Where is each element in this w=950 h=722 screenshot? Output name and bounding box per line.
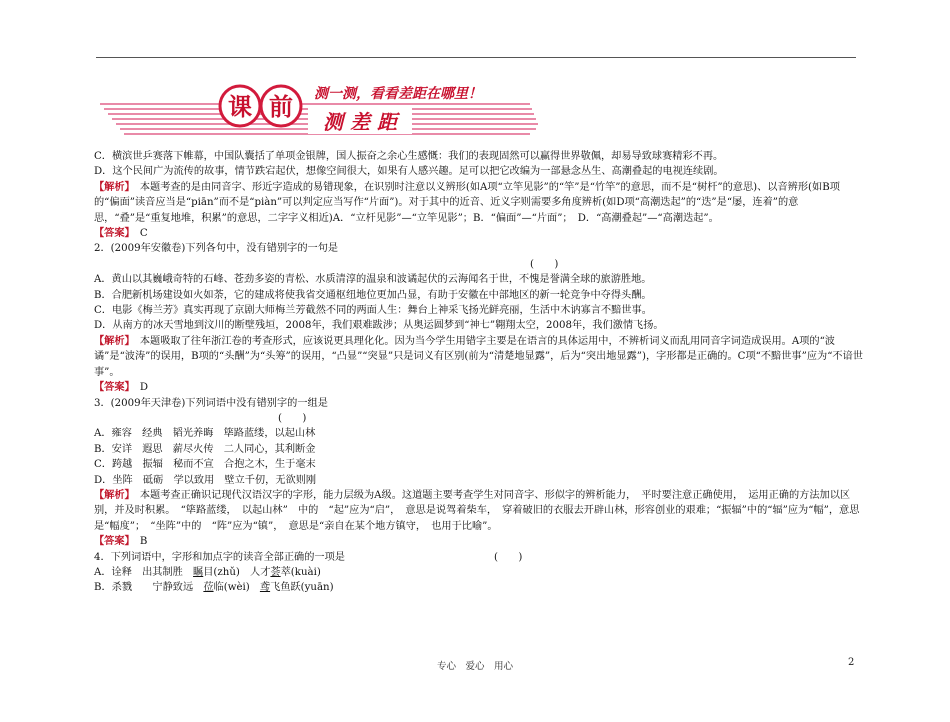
question-4-text: 4．下列词语中，字形和加点字的读音全部正确的一项是 (94, 551, 345, 563)
page-footer: 专心 爱心 用心 (436, 661, 513, 672)
answer-value: C (139, 228, 148, 240)
q2-option-c: C．电影《梅兰芳》真实再现了京剧大师梅兰芳截然不同的两面人生：舞台上神采飞扬光鲜亮丽，生活中木讷寡言不黯世事。 (94, 305, 652, 317)
banner-char-1: 课 (228, 93, 252, 121)
q4b-text-mid: 临(wèi) (213, 582, 260, 594)
analysis-2 (94, 334, 864, 380)
q4a-text-post: 萃(kuài) (280, 566, 321, 578)
answer-2 (94, 380, 864, 395)
question-3: 3．(2009年天津卷)下列词语中没有错别字的一组是 (94, 397, 328, 409)
page-number: 2 (848, 657, 855, 668)
option-d-line: D．这个民间广为流传的故事，情节跌宕起伏，想像空间很大，如果有人感兴趣。足可以把它改编为一部悬念丛生、高潮叠起的电视连续剧。 (94, 166, 724, 178)
q4b-text-post: 飞鱼跃(yuān) (270, 582, 334, 594)
banner-char-2: 前 (269, 93, 293, 121)
q3-option-c: C．跨越 振辐 秘而不宣 合抱之木，生于毫末 (94, 459, 316, 471)
option-c-line: C．横滨世乒赛落下帷幕，中国队囊括了单项金银牌，国人振奋之余心生感慨：我们的表现固然可以赢得世界敬佩，却易导致球赛精彩不再。 (94, 151, 724, 162)
banner-title: 测 差 距 (323, 110, 397, 134)
question-4 (94, 550, 864, 565)
answer-1 (94, 226, 864, 241)
q4a-dotted-char-1: 瞩 (193, 566, 204, 578)
analysis-text: 本题考查正确识记现代汉语汉字的字形，能力层级为A级。这道题主要考查学生对同音字、形似字的辨析能力， 平时要注意正确使用， 运用正确的方法加以区别，并及时积累。 “筚路蓝缕， 以起山林” 中的 “起”应为“启”， 意思是说驾着柴车， 穿着破旧的衣服去开辟山林，形容创业的艰难；“振辐”中的“辐”应为“幅”，意思是“幅度”； “坐阵”中的 “阵”应为“镇”， 意思是“亲自在某个地方镇守， 也用于比喻”。 (94, 489, 860, 532)
q2-option-d: D．从南方的冰天雪地到汶川的断壁残垣，2008年，我们艰难跋涉；从奥运圆梦到“神七”翱翔太空，2008年，我们激情飞扬。 (94, 320, 664, 332)
answer-tag: 【答案】 (94, 381, 130, 394)
header-rule (96, 57, 856, 58)
analysis-3 (94, 488, 864, 534)
banner-slogan: 测一测，看看差距在哪里！ (314, 86, 482, 102)
answer-value: B (139, 536, 148, 548)
question-4-paren: ( ) (494, 551, 523, 563)
q4b-dotted-char-1: 莅 (203, 582, 214, 594)
analysis-text: 本题考查的是由同音字、形近字造成的易错现象，在识别时注意以义辨形(如A项“立竿见影”的“竿”是“竹竿”的意思，而不是“树杆”的意思)、以音辨形(如B项的“偏面”读音应当是“piān”而不是“piàn”可以判定应当写作“片面”)。对于其中的近音、近义字则需要多角度辨析(如D项“高潮迭起”的“迭”是“屡，连着”的意思，“叠”是“重复地堆，积累”的意思，二字字义相近)A．“立杆见影”—“立竿见影”；B．“偏面”—“片面”； D．“高潮叠起”—“高潮迭起”。 (94, 181, 840, 224)
analysis-tag: 【解析】 (94, 334, 130, 347)
answer-3 (94, 534, 864, 549)
q4-option-a (94, 565, 864, 580)
answer-tag: 【答案】 (94, 227, 130, 240)
q3-option-b: B．安详 遐思 薪尽火传 二人同心，其利断金 (94, 443, 316, 455)
q2-option-a: A．黄山以其巍峨奇特的石峰、苍劲多姿的青松、水质清淳的温泉和波谲起伏的云海闻名于世，不愧是誉满全球的旅游胜地。 (94, 274, 652, 286)
question-3-paren: ( ) (278, 412, 307, 424)
q4a-text-mid: 目(zhǔ) 人才 (203, 566, 271, 578)
question-2-paren: ( ) (530, 258, 559, 270)
answer-tag: 【答案】 (94, 535, 130, 548)
q4b-text: B．杀戮 宁静致远 (94, 582, 204, 594)
answer-value: D (139, 382, 149, 394)
section-banner (100, 78, 540, 142)
q4a-dotted-char-2: 荟 (270, 566, 281, 578)
q4a-text: A．诠释 出其制胜 (94, 566, 194, 578)
q3-option-d: D．坐阵 砥砺 学以致用 壁立千仞，无欲则刚 (94, 474, 317, 486)
question-2: 2．(2009年安徽卷)下列各句中，没有错别字的一句是 (94, 243, 339, 255)
analysis-text: 本题吸取了往年浙江卷的考查形式，应该说更具理化化。因为当今学生用错字主要是在语言的具体运用中，不辨析词义而乱用同音字词造成误用。A项的“波谲”是“波涛”的误用，B项的“头酬”为“头筹”的误用，“凸显”“突显”只是词义有区别(前为“清楚地显露”，后为“突出地显露”)，字形都是正确的。C项“不黯世事”应为“不谙世事”。 (94, 335, 863, 378)
q4-option-b (94, 580, 864, 595)
q4b-dotted-char-2: 鸢 (259, 582, 271, 594)
exercise-content (94, 149, 864, 596)
analysis-tag: 【解析】 (94, 180, 130, 193)
q2-option-b: B．合肥新机场建设如火如荼，它的建成将使我省交通枢纽地位更加凸显，有助于安徽在中部地区的新一轮竞争中夺得头酬。 (94, 289, 652, 301)
analysis-1 (94, 180, 864, 226)
analysis-tag: 【解析】 (94, 488, 130, 501)
q3-option-a: A．雍容 经典 韬光养晦 筚路蓝缕，以起山林 (94, 428, 316, 440)
